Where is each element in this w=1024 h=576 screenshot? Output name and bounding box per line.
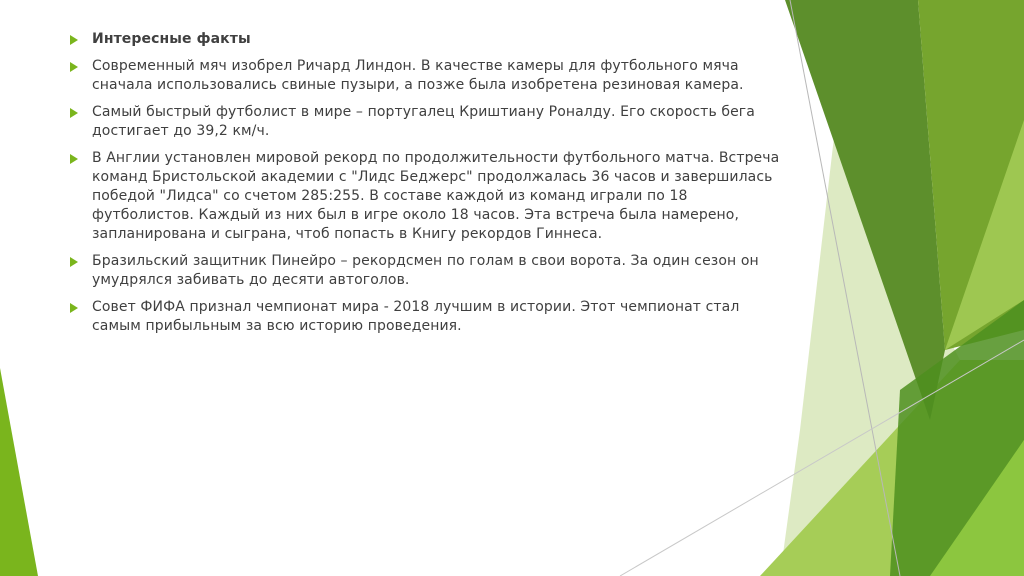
bullet-arrow-icon [70,62,78,72]
bullet-arrow-icon [70,35,78,45]
bullet-arrow-icon [70,154,78,164]
bullet-text: Совет ФИФА признал чемпионат мира - 2018 лучшим в истории. Этот чемпионат стал самым прибыльным за всю историю проведения. [92,299,740,334]
bullet-item [70,298,790,336]
bullet-arrow-icon [70,303,78,313]
bullet-text: В Англии установлен мировой рекорд по продолжительности футбольного матча. Встреча команд Бристольской академии с "Лидс Беджерс" продолжалась 36 часов и завершилась победой "Лидса" со счетом 285:255. В составе каждой из команд играли по 18 футболистов. Каждый из них был в игре около 18 часов. Эта встреча была намерено, запланирована и сыграна, чтоб попасть в Книгу рекордов Гиннеса. [92,150,780,242]
bullet-item [70,149,790,244]
bullet-arrow-icon [70,108,78,118]
bullet-text: Самый быстрый футболист в мире – португалец Криштиану Роналду. Его скорость бега достигает до 39,2 км/ч. [92,104,755,139]
bullet-item [70,252,790,290]
bullet-text: Бразильский защитник Пинейро – рекордсмен по голам в свои ворота. За один сезон он умудрялся забивать до десяти автоголов. [92,253,759,288]
bullet-arrow-icon [70,257,78,267]
slide-heading: Интересные факты [92,31,251,47]
left-green-triangle [0,368,38,576]
bullet-item [70,57,790,95]
slide-content [70,30,790,344]
bullet-item-heading [70,30,790,49]
bullet-text: Современный мяч изобрел Ричард Линдон. В качестве камеры для футбольного мяча сначала использовались свиные пузыри, а позже была изобретена резиновая камера. [92,58,744,93]
bullet-item [70,103,790,141]
